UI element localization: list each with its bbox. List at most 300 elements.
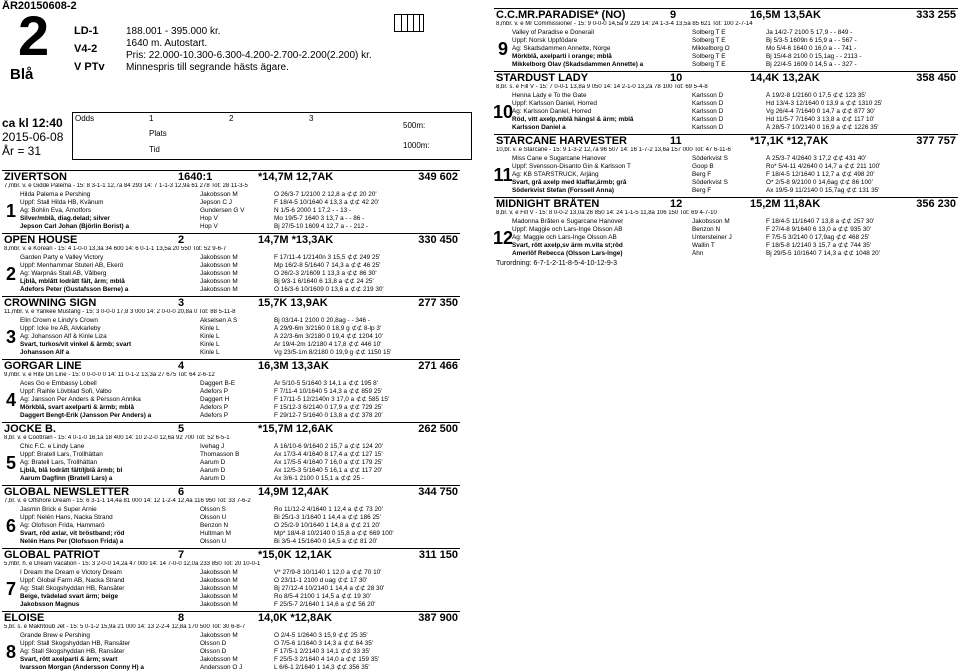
result: Vg 26/4-4 7/1640 0 14,7 a ⊄⊄ 877 30' [766, 108, 875, 115]
horse-name: ZIVERTSON [4, 171, 67, 183]
col-1: 1 [149, 114, 154, 123]
horse-header [2, 233, 460, 246]
gate-number: 1 [5, 200, 16, 221]
horse-stats: 8,br. v. e Fill V - 15: 8 0-0-2 13,0a 26 850 14: 24 1-1-5 11,8a 106 150 Tot: 69 4-7-10 [496, 210, 717, 216]
driver: Åhn [692, 250, 704, 257]
gate-number: 6 [5, 515, 16, 536]
driver: Karlsson D [692, 100, 724, 107]
start-row [512, 45, 958, 53]
driver: Ivehag J [200, 443, 225, 450]
record: 14,7M *13,3AK [258, 234, 334, 246]
info-text: Äg: Stall Skogshyddan HB, Ransäter [20, 585, 125, 592]
result: F 18/4-5 12/1640 1 12,7 a ⊄⊄ 498 20' [766, 171, 875, 178]
info-text: Svart, rött axelp,sv ärm m.vita st;röd [512, 242, 623, 249]
result: Bj 5/3-5 1609n 6 15,9 a - - 567 - [766, 37, 857, 44]
start-row [512, 108, 958, 116]
driver: Kinle L [200, 349, 220, 356]
horse-stats: 8,br. s. e Fill V - 15: 7 0-0-1 13,8a 9 050 14: 14 2-1-0 13,2a 78 100 Tot: 69 5-4-8 [496, 84, 708, 90]
driver: Jakobsson M [200, 270, 238, 277]
post-number: 8 [178, 612, 185, 624]
result: Bj 27/12-4 10/2140 1 14,4 a ⊄⊄ 28 30' [274, 585, 385, 592]
post-number: 7 [178, 549, 185, 561]
horse-stats: 5,mbr. h. e Dream Vacation - 15: 3 2-0-0 14,2a 47 000 14: 14 7-0-0 12,0a 233 850 Tot: 20 10-0-1 [4, 561, 261, 567]
info-text: Aarum Dagfinn (Bratell Lars) a [20, 475, 113, 482]
info-text: Äg: Maggie och Lars-Inge Olsson AB [512, 234, 617, 241]
earnings: 330 450 [418, 234, 458, 246]
driver: Jakobsson M [200, 191, 238, 198]
result: Bj 03/14-1 2100 0 20,8ag - - 346 - [274, 317, 370, 324]
start-row [512, 155, 958, 163]
info-text: Jasmin Brick e Super Arnie [20, 506, 97, 513]
result: Ro 11/12-2 4/1640 1 12,4 a ⊄⊄ 73 20' [274, 506, 383, 513]
result: F 18/5-8 1/2140 3 15,7 a ⊄⊄ 744 35' [766, 242, 872, 249]
driver: Benzon N [200, 522, 229, 529]
driver: Karlsson D [692, 108, 724, 115]
info-text: Uppf: Icke Ire AB, Alvkarleby [20, 325, 101, 332]
earnings: 356 230 [916, 198, 956, 210]
driver: Jakobsson M [200, 278, 238, 285]
record: *14,7M 12,7AK [258, 171, 334, 183]
info-text: I Dream the Dream e Victory Dream [20, 569, 122, 576]
result: F 15/12-3 6/2140 0 17,9 a ⊄⊄ 729 25' [274, 404, 383, 411]
driver: Andersson O J [200, 664, 243, 671]
horse-header [2, 296, 460, 309]
race-code: ÅR20150608-2 [2, 0, 77, 12]
start-row [20, 191, 460, 199]
game-legs [74, 22, 110, 76]
driver: Aarum D [200, 459, 226, 466]
result: N 1/5-6 2000 1 17,2 - - 13 - [274, 207, 352, 214]
driver: Daggert B-E [200, 380, 236, 387]
race-info [126, 26, 372, 74]
horse-stats: 8,mbr. v. e Korean - 15: 4 1-0-0 13,3a 34 600 14: 6 0-1-1 13,5a 20 550 Tot: 52 9-6-7 [4, 246, 227, 252]
result: Ax 17/5-5 4/1640 7 16,0 a ⊄⊄ 179 25' [274, 459, 383, 466]
post-number: 4 [178, 360, 185, 372]
driver: Benzon N [692, 226, 721, 233]
driver: Thomasson B [200, 451, 240, 458]
result: F 7/5-5 3/2140 0 17,9ag ⊄⊄ 468 25' [766, 234, 870, 241]
horse-entry [494, 197, 958, 258]
age-label: År = 31 [2, 144, 42, 158]
earnings: 344 750 [418, 486, 458, 498]
horse-stats: 10,br. v. e Starcane - 15: 9 1-3-2 12,7a 96 507 14: 16 1-7-2 13,6a 157 000 Tot: 47 6-11-6 [496, 147, 731, 153]
post-number: 12 [670, 198, 683, 210]
result: Å 28/5-7 10/2140 0 16,9 a ⊄⊄ 1226 35' [766, 124, 879, 131]
post-number: 3 [178, 297, 185, 309]
driver: Akselsen A S [200, 317, 238, 324]
result: Mp 16/2-8 5/1640 7 14,3 a ⊄⊄ 46 25' [274, 262, 381, 269]
horse-stats: 8,br. v. e Coottrain - 15: 4 0-1-0 16,1a 18 400 14: 10 2-2-0 12,6a 92 700 Tot: 52 6-5-1 [4, 435, 230, 441]
info-text: Uppf: Raihle Lövblad Sofi, Valbo [20, 388, 112, 395]
split-500: 500m: [403, 121, 426, 130]
driver: Jakobsson M [200, 569, 238, 576]
earnings: 387 900 [418, 612, 458, 624]
start-row [20, 380, 460, 388]
horse-header [494, 134, 958, 147]
driver: Kinle L [200, 325, 220, 332]
info-text: Aces Go e Embassy Lobell [20, 380, 97, 387]
result: Bj 9/3-1 6/1640 6 13,8 a ⊄⊄ 24 25' [274, 278, 374, 285]
start-row [20, 514, 460, 522]
driver: Olsson U [200, 538, 227, 545]
driver: Jakobsson M [200, 286, 238, 293]
driver: Solberg T E [692, 53, 726, 60]
info-text: Äg: Johansson Alf & Kinle Liza [20, 333, 107, 340]
driver: Olsson S [200, 506, 226, 513]
start-row [20, 223, 460, 231]
driver: Wallin T [692, 242, 715, 249]
gate-number: 7 [5, 578, 16, 599]
driver: Solberg T E [692, 29, 726, 36]
horse-header [2, 170, 460, 183]
result: Hd 13/4-3 12/1640 0 13,9 a ⊄⊄ 1310 25' [766, 100, 883, 107]
start-row [20, 632, 460, 640]
driver: Gundersen G V [200, 207, 245, 214]
start-row [20, 648, 460, 656]
result: Ö 16/3-6 10/1609 0 13,6 a ⊄⊄ 219 30' [274, 286, 384, 293]
start-row [512, 163, 958, 171]
earnings: 349 602 [418, 171, 458, 183]
horse-name: GORGAR LINE [4, 360, 82, 372]
info-text: Garden Party e Valley Victory [20, 254, 104, 261]
driver: Hop V [200, 223, 218, 230]
record: 14,0K *12,8AK [258, 612, 332, 624]
horse-name: OPEN HOUSE [4, 234, 78, 246]
info-text: Svart, grå axelp med klaffar,ärmb; grå [512, 179, 627, 186]
driver: Jepson C J [200, 199, 232, 206]
info-text: Uppf: Bratell Lars, Trollhättan [20, 451, 103, 458]
horse-stats: 8,mbr. v. e Mr Commissioner - 15: 9 0-0-0 14,5a 9 229 14: 24 1-3-4 13,5a 85 621 Tot: 100 2-7-14 [496, 21, 753, 27]
prizes: Pris: 22.000-10.300-6.300-4.200-2.700-2.200(2.200) kr. [126, 50, 372, 61]
start-row [20, 585, 460, 593]
gate-number: 3 [5, 326, 16, 347]
record: *17,1K *12,7AK [750, 135, 829, 147]
driver: Ådefors P [200, 412, 229, 419]
info-text: Jakobsson Magnus [20, 601, 80, 608]
result: Är 19/4-2m 1/2180 4 17,8 ⊄⊄ 446 10' [274, 341, 382, 348]
starting-gate-icon [394, 14, 424, 32]
horse-entry [494, 71, 958, 132]
horse-header [494, 197, 958, 210]
driver: Solberg T E [692, 61, 726, 68]
start-row [20, 388, 460, 396]
result: F 25/5-3 2/1640 4 14,0 a ⊄⊄ 159 35' [274, 656, 380, 663]
info-text: Uppf: Norsk Uppfödare [512, 37, 578, 44]
start-row [512, 179, 958, 187]
info-text: Mörkblå, svart axelparti & ärmb; mblå [20, 404, 135, 411]
start-row [20, 656, 460, 664]
info-text: Daggert Bengt-Erik (Jansson Per Anders) a [20, 412, 152, 419]
info-text: Äg: Stall Skogshyddan HB, Ransäter [20, 648, 125, 655]
left-column [2, 170, 460, 672]
start-row [20, 522, 460, 530]
info-text: Beige, tvädelad svart ärm; beige [20, 593, 119, 600]
result: F 17/11-4 1/2140n 3 15,5 ⊄⊄ 249 25' [274, 254, 381, 261]
result: Å 22/3-6m 3/2180 0 19,4 ⊄⊄ 1204 10' [274, 333, 383, 340]
info-text: Hilda Palema e Pershing [20, 191, 91, 198]
record: *15,0K 12,1AK [258, 549, 332, 561]
result: F 27/4-8 9/1640 6 13,0 a ⊄⊄ 935 30' [766, 226, 872, 233]
plats-label: Plats [149, 129, 167, 138]
result: Å 29/9-6m 3/2160 0 18,9 g ⊄⊄ 8-lp 3' [274, 325, 382, 332]
start-row [512, 100, 958, 108]
start-row [512, 250, 958, 258]
info-text: Valley of Paradise e Donerail [512, 29, 594, 36]
result: Bj 29/5-5 10/1640 7 14,3 a ⊄⊄ 1048 20' [766, 250, 880, 257]
result: Mo 19/5-7 1640 3 13,7 a - - 86 - [274, 215, 365, 222]
info-text: Uppf: Stall Skogshyddan HB, Ransäter [20, 640, 131, 647]
start-row [20, 215, 460, 223]
start-row [20, 577, 460, 585]
result: Ö* 2/5-8 9/2100 0 14,6ag ⊄⊄ 86 100' [766, 179, 873, 186]
gate-number: 8 [5, 641, 16, 662]
horse-entry [494, 134, 958, 195]
start-row [512, 61, 958, 69]
start-row [20, 199, 460, 207]
earnings: 333 255 [916, 9, 956, 21]
start-row [20, 341, 460, 349]
odds-grid [72, 112, 472, 160]
post-number: 5 [178, 423, 185, 435]
result: Ö 26/2-3 2/1609 1 13,3 a ⊄⊄ 86 30' [274, 270, 377, 277]
start-row [20, 459, 460, 467]
driver: Söderkvist S [692, 155, 728, 162]
result: Bj 27/5-10 1609 4 12,7 a - - 212 - [274, 223, 369, 230]
info-text: Henna Lady e To the Gate [512, 92, 587, 99]
race-date: 2015-06-08 [2, 130, 64, 144]
driver: Daggert H [200, 396, 230, 403]
leg-vptv: V PTv [74, 61, 105, 73]
driver: Jakobsson M [200, 585, 238, 592]
driver: Hultman M [200, 530, 231, 537]
driver: Kinle L [200, 341, 220, 348]
result: F 17/11-5 12/2140n 3 17,0 a ⊄⊄ 585 15' [274, 396, 390, 403]
driver: Ådefors P [200, 388, 229, 395]
info-text: Madonna Bråten e Sugarcane Hanover [512, 218, 624, 225]
result: F 25/5-7 2/1640 1 14,6 a ⊄⊄ 56 20' [274, 601, 376, 608]
info-text: Chic F.C. e Lindy Lane [20, 443, 85, 450]
info-text: Uppf: Karlsson Daniel, Horred [512, 100, 597, 107]
post-number: 1640:1 [178, 171, 213, 183]
info-text: Svart, röd axlar, vit bröstband; röd [20, 530, 125, 537]
result: Mp* 18/4-8 10/2140 0 15,8 a ⊄⊄ 669 100' [274, 530, 394, 537]
horse-name: JOCKE B. [4, 423, 56, 435]
start-row [20, 475, 460, 483]
record: *15,7M 12,6AK [258, 423, 334, 435]
info-text: Uppf: Global Farm AB, Nacka Strand [20, 577, 125, 584]
info-text: Uppf: Svensson-Disanto Gin & Karlsson T [512, 163, 631, 170]
result: Å 19/2-8 1/2160 0 17,5 ⊄⊄ 123 35' [766, 92, 867, 99]
start-row [20, 278, 460, 286]
post-number: 11 [670, 135, 682, 147]
result: Bj 22/4-5 1609 0 14,5 a - - 327 - [766, 61, 857, 68]
horse-entry [494, 8, 958, 69]
driver: Olsson U [200, 514, 227, 521]
result: Ö 25/2-9 10/1640 1 14,8 a ⊄⊄ 21 20' [274, 522, 381, 529]
info-text: Ådefors Peter (Gustafsson Berne) a [20, 286, 129, 293]
info-text: Miss Cane e Sugarcane Hanover [512, 155, 607, 162]
leg-v4: V4-2 [74, 43, 98, 55]
horse-entry [2, 359, 460, 420]
result: F 7/11-4 10/1640 5 14,3 a ⊄⊄ 859 25' [274, 388, 383, 395]
record: 14,4K 13,2AK [750, 72, 820, 84]
start-row [512, 116, 958, 124]
horse-entry [2, 296, 460, 357]
info-text: Johansson Alf a [20, 349, 70, 356]
horse-header [2, 548, 460, 561]
post-number: 10 [670, 72, 683, 84]
horse-stats: 9,mbr. v. e Rite On Line - 15: 0 0-0-0 0 14: 11 0-1-2 13,3a 27 675 Tot: 64 2-6-12 [4, 372, 215, 378]
horse-entry [2, 611, 460, 672]
start-row [20, 325, 460, 333]
prize-range: 188.001 - 395.000 kr. [126, 26, 221, 37]
horse-stats: 11,mbr. v. e Yankee Mustang - 15: 3 0-0-0 17,8 3 000 14: 2 0-0-0 20,8a 0 Tot: 88 5-11-8 [4, 309, 236, 315]
info-text: Söderkvist Stefan (Forssell Anna) [512, 187, 615, 194]
horse-name: MIDNIGHT BRÅTEN [496, 198, 600, 210]
record: 14,9M 12,4AK [258, 486, 329, 498]
result: Å 16/10-6 9/1640 2 15,7 a ⊄⊄ 124 20' [274, 443, 383, 450]
horse-name: CROWNING SIGN [4, 297, 97, 309]
result: F 18/4-5 10/1640 4 13,3 a ⊄⊄ 42 20' [274, 199, 380, 206]
horse-entry [2, 485, 460, 546]
post-number: 6 [178, 486, 185, 498]
start-row [512, 242, 958, 250]
info-text: Uppf: Stall Hilda HB, Kvänum [20, 199, 104, 206]
start-row [20, 538, 460, 546]
result: Å 25/3-7 4/2640 3 17,2 ⊄⊄ 431 40' [766, 155, 867, 162]
driver: Jakobsson M [200, 601, 238, 608]
start-row [20, 349, 460, 357]
result: Hd 11/5-7 7/1640 3 13,8 a ⊄⊄ 117 10' [766, 116, 875, 123]
start-row [20, 317, 460, 325]
race-number: 2 [18, 4, 50, 67]
earnings: 271 466 [418, 360, 458, 372]
info-text: Äg: Bratell Lars, Trollhättan [20, 459, 98, 466]
start-row [512, 171, 958, 179]
start-row [512, 37, 958, 45]
driver: Karlsson D [692, 116, 724, 123]
info-text: Röd, vitt axelp,mblå hängsl & ärm; mblå [512, 116, 634, 123]
horse-stats: 7,mbr. v. e Gidde Palema - 15: 8 3-1-1 12,7a 84 293 14: 7 1-1-3 12,9a 61 278 Tot: 28 11-3-5 [4, 183, 248, 189]
result: Ja 14/2-7 2100 5 17,9 - - 849 - [766, 29, 853, 36]
result: Ax 3/6-1 2100 0 15,1 a ⊄⊄ 25 - [274, 475, 364, 482]
distance: 1640 m. Autostart. [126, 38, 208, 49]
driver: Jakobsson M [200, 593, 238, 600]
horse-header [2, 359, 460, 372]
horse-header [2, 422, 460, 435]
start-row [512, 234, 958, 242]
earnings: 262 500 [418, 423, 458, 435]
driver: Karlsson D [692, 124, 724, 131]
start-row [512, 124, 958, 132]
info-text: Uppf: Nelén Hans, Nacka Strand [20, 514, 113, 521]
gate-number: 5 [5, 452, 16, 473]
earnings: 311 150 [418, 549, 458, 561]
driver: Jakobsson M [200, 656, 238, 663]
post-number: 2 [178, 234, 185, 246]
info-text: Grande Brew e Pershing [20, 632, 90, 639]
leg-ld: LD-1 [74, 25, 99, 37]
driver: Olsson D [200, 648, 227, 655]
horse-name: C.C.MR.PARADISE* (NO) [496, 9, 626, 21]
earnings: 377 757 [916, 135, 956, 147]
result: Ro* 5/4-11 4/2640 0 14,7 a ⊄⊄ 211 100' [766, 163, 881, 170]
driver: Berg F [692, 171, 712, 178]
race-time-box [0, 112, 70, 156]
result: Ax 12/5-3 5/1640 5 16,1 a ⊄⊄ 117 20' [274, 467, 383, 474]
result: Mo 5/4-6 1640 0 16,0 a - - 741 - [766, 45, 857, 52]
start-row [20, 254, 460, 262]
result: F 29/12-7 5/1640 0 13,8 a ⊄⊄ 378 20' [274, 412, 383, 419]
horse-entry [2, 170, 460, 231]
info-text: Mikkelborg Olav (Skadsdammen Annette) a [512, 61, 644, 68]
result: Ro 8/5-4 2100 1 14,5 a ⊄⊄ 19 30' [274, 593, 371, 600]
horse-entry [2, 548, 460, 609]
start-row [512, 92, 958, 100]
start-row [20, 286, 460, 294]
start-row [512, 53, 958, 61]
info-text: Äg: Skadsdammen Annette, Norge [512, 45, 611, 52]
horse-stats: 5,br. s. e Makhtoub Jet - 15: 5 0-1-2 15,9a 21 000 14: 13 2-2-4 12,8a 170 500 Tot: 30 6-8-7 [4, 624, 246, 630]
gate-number: 10 [492, 101, 514, 122]
start-row [512, 187, 958, 195]
result: L 6/6-1 2/1640 1 14,3 ⊄⊄ 356 35' [274, 664, 370, 671]
start-row [20, 593, 460, 601]
driver: Goop B [692, 163, 714, 170]
start-row [20, 333, 460, 341]
start-row [20, 640, 460, 648]
driver: Jakobsson M [692, 218, 730, 225]
start-row [20, 396, 460, 404]
gate-number: 9 [497, 38, 508, 59]
driver: Untersteiner J [692, 234, 732, 241]
result: Ö 26/3-7 1/2100 2 12,8 a ⊄⊄ 20 20' [274, 191, 377, 198]
horse-stats: 7,br. v. e Offshore Dream - 15: 6 3-1-1 14,4a 81 000 14: 12 1-2-4 12,4a 116 950 Tot: 33 7-6-2 [4, 498, 251, 504]
earnings: 277 350 [418, 297, 458, 309]
info-text: Ljblå, blå lodrätt fält/ljblå ärmb; bl [20, 467, 123, 474]
tid-label: Tid [149, 145, 160, 154]
start-row [20, 207, 460, 215]
info-text: Karlsson Daniel a [512, 124, 566, 131]
info-text: Elin Crown e Lindy's Crown [20, 317, 98, 324]
driver: Kinle L [200, 333, 220, 340]
col-3: 3 [309, 114, 314, 123]
info-text: Äg: Jansson Per Anders & Persson Annika [20, 396, 141, 403]
result: Bi 25/1-3 1/1640 1 14,4 a ⊄⊄ 186 25' [274, 514, 381, 521]
result: Vg 23/5-1m 8/2180 0 19,9 g ⊄⊄ 1150 15' [274, 349, 392, 356]
horse-entry [2, 233, 460, 294]
start-row [20, 270, 460, 278]
driver: Aarum D [200, 475, 226, 482]
info-text: Amerlöf Rebecca (Olsson Lars-Inge) [512, 250, 623, 257]
horse-name: ELOISE [4, 612, 45, 624]
result: F 17/5-1 2/2140 3 14,1 ⊄⊄ 33 35' [274, 648, 371, 655]
driver: Aarum D [200, 467, 226, 474]
info-text: Ljblå, mblått lodrätt fält, ärm; mblå [20, 278, 125, 285]
info-text: Äg: Warpnäs Stall AB, Vålberg [20, 270, 107, 277]
start-row [20, 404, 460, 412]
info-text: Mörkblå, axelparti i orange; mblå [512, 53, 612, 60]
driver: Söderkvist S [692, 179, 728, 186]
horse-header [494, 71, 958, 84]
result: År 5/10-5 5/1640 3 14,1 a ⊄⊄ 195 8' [274, 380, 378, 387]
start-row [512, 218, 958, 226]
gate-number: 11 [493, 164, 513, 185]
record: 15,7K 13,9AK [258, 297, 328, 309]
gate-number: 4 [5, 389, 16, 410]
col-2: 2 [229, 114, 234, 123]
info-text: Jepson Carl Johan (Björlin Borist) a [20, 223, 130, 230]
